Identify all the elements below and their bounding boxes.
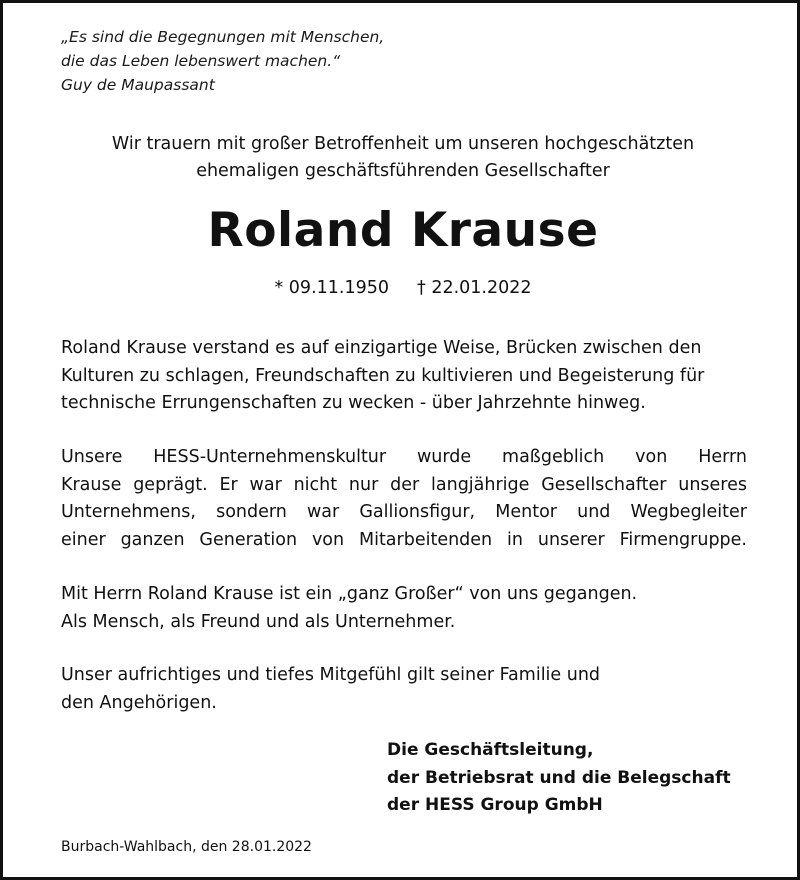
paragraph-farewell (61, 581, 747, 636)
signature-line: der Betriebsrat und die Belegschaft (387, 767, 731, 788)
paragraph-line: Unsere HESS-Unternehmenskultur wurde maßgeblich von Herrn (61, 447, 747, 467)
paragraph-line: Unternehmens, sondern war Gallionsfigur, Mentor und Wegbegleiter (61, 502, 747, 522)
paragraph-line: Als Mensch, als Freund und als Unternehmer. (61, 611, 456, 632)
signature-line: der HESS Group GmbH (387, 795, 603, 815)
signature-line: Die Geschäftsleitung, (387, 740, 594, 760)
paragraph-line: Kulturen zu schlagen, Freundschaften zu kultivieren und Begeisterung für (61, 365, 705, 386)
quote-line: die das Leben lebenswert machen.“ (61, 52, 341, 70)
paragraph-line: einer ganzen Generation von Mitarbeitenden in unserer Firmengruppe. (61, 529, 747, 550)
intro-line: Wir trauern mit großer Betroffenheit um unseren hochgeschätzten (111, 134, 695, 154)
quote-author: Guy de Maupassant (61, 76, 215, 94)
intro-line: ehemaligen geschäftsführenden Gesellschafter (196, 161, 610, 181)
paragraph-line: technische Errungenschaften zu wecken - über Jahrzehnte hinweg. (61, 393, 646, 413)
life-dates (3, 275, 800, 301)
mourning-intro (3, 131, 800, 185)
paragraph-condolences (61, 662, 747, 717)
paragraph-line: den Angehörigen. (61, 692, 217, 713)
place-and-date: Burbach-Wahlbach, den 28.01.2022 (61, 839, 312, 855)
birth-date: * 09.11.1950 (274, 278, 389, 298)
paragraph-tribute (61, 335, 747, 418)
paragraph-line: Krause geprägt. Er war nicht nur der langjährige Gesellschafter unseres (61, 474, 747, 495)
paragraph-company-culture (61, 444, 747, 554)
death-date: † 22.01.2022 (417, 278, 532, 298)
signature-block (387, 737, 731, 820)
paragraph-line: Unser aufrichtiges und tiefes Mitgefühl gilt seiner Familie und (61, 665, 601, 685)
paragraph-line: Roland Krause verstand es auf einzigartige Weise, Brücken zwischen den (61, 338, 702, 358)
quote-line: „Es sind die Begegnungen mit Menschen, (61, 28, 385, 46)
epigraph-quote (61, 25, 384, 97)
paragraph-line: Mit Herrn Roland Krause ist ein „ganz Großer“ von uns gegangen. (61, 584, 638, 604)
deceased-name: Roland Krause (207, 203, 599, 258)
